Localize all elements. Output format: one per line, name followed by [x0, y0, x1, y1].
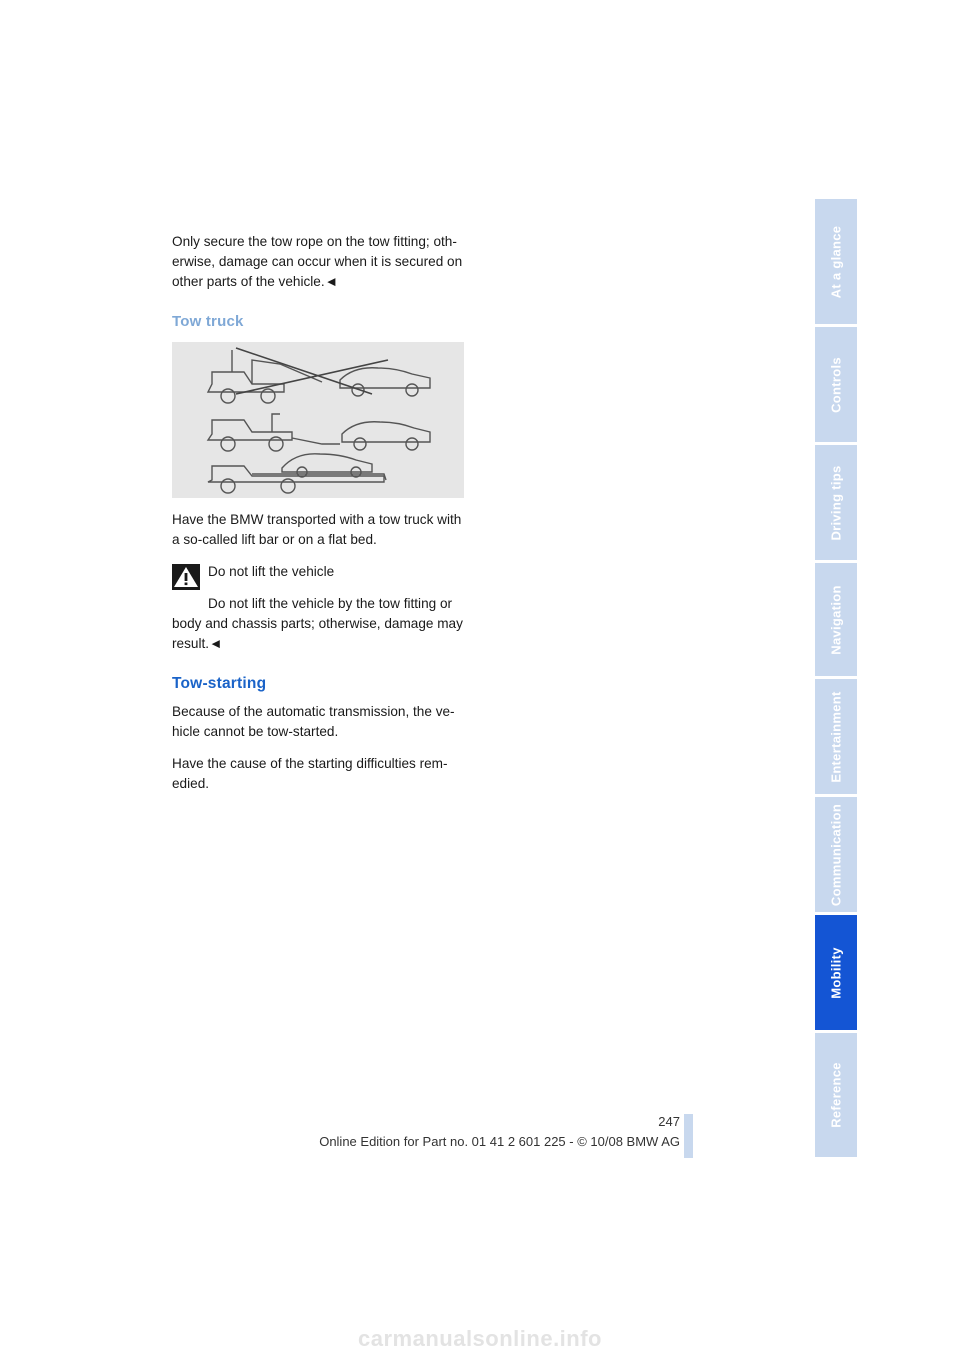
warning-title: Do not lift the vehicle	[208, 564, 335, 579]
footer-accent-bar	[684, 1114, 693, 1158]
tab-communication[interactable]	[815, 797, 857, 912]
content-column	[172, 232, 468, 806]
tow-starting-paragraph-2: Have the cause of the starting difficulties rem-edied.	[172, 756, 448, 791]
tab-label: Controls	[828, 356, 844, 413]
tow-starting-paragraph-1: Because of the automatic transmission, the ve-hicle cannot be tow-started.	[172, 704, 455, 739]
tab-label: At a glance	[828, 225, 844, 298]
tab-mobility[interactable]	[815, 915, 857, 1030]
tab-label: Mobility	[828, 946, 844, 999]
tow-truck-heading: Tow truck	[172, 313, 244, 330]
tow-truck-illustration	[172, 342, 464, 498]
watermark: carmanualsonline.info	[358, 1326, 602, 1351]
edition-footer: Online Edition for Part no. 01 41 2 601 225 - © 10/08 BMW AG	[319, 1134, 680, 1149]
tow-truck-body: Have the BMW transported with a tow truck with a so-called lift bar or on a flat bed.	[172, 512, 462, 547]
tab-label: Entertainment	[828, 690, 844, 783]
warning-triangle-icon	[172, 564, 200, 590]
tab-label: Reference	[828, 1062, 844, 1128]
tow-starting-heading: Tow-starting	[172, 675, 267, 692]
tab-controls[interactable]	[815, 327, 857, 442]
tab-label: Navigation	[828, 584, 844, 655]
warning-text: Do not lift the vehicle by the tow fitting or body and chassis parts; otherwise, damage may result.◄	[172, 596, 463, 651]
tab-driving-tips[interactable]	[815, 445, 857, 560]
tab-entertainment[interactable]	[815, 679, 857, 794]
tab-navigation[interactable]	[815, 563, 857, 676]
warning-note	[172, 562, 468, 654]
page-number: 247	[658, 1114, 680, 1129]
tab-label: Driving tips	[828, 464, 844, 541]
intro-paragraph: Only secure the tow rope on the tow fitting; oth-erwise, damage can occur when it is secured on other parts of the vehicle.◄	[172, 234, 463, 289]
tab-reference[interactable]	[815, 1033, 857, 1157]
tow-truck-drawing	[172, 342, 464, 498]
tab-at-a-glance[interactable]	[815, 199, 857, 324]
chapter-tabs	[815, 199, 857, 1160]
tab-label: Communication	[828, 803, 844, 906]
